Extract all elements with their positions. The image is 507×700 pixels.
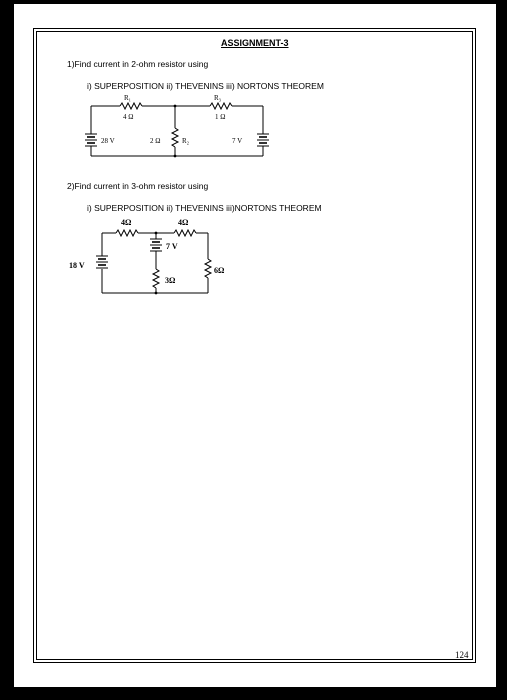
battery-18v	[96, 256, 108, 268]
page-number: 124	[455, 650, 469, 660]
battery-right	[257, 134, 269, 146]
resistor-r2	[172, 128, 178, 147]
source-7v-label: 7 V	[166, 242, 178, 251]
circuit-1-diagram	[85, 90, 285, 165]
question-2-methods: i) SUPERPOSITION ii) THEVENINS iii)NORTONS THEOREM	[87, 203, 322, 213]
circuit-2-diagram	[66, 213, 226, 299]
resistor-6ohm	[205, 259, 211, 278]
r-right-label: 6Ω	[214, 266, 225, 275]
resistor-4ohm-right	[174, 230, 196, 236]
resistor-r3	[210, 103, 232, 109]
battery-left	[85, 134, 97, 146]
question-1-methods: i) SUPERPOSITION ii) THEVENINS iii) NORTONS THEOREM	[87, 81, 324, 91]
resistor-r1	[120, 103, 142, 109]
r-middle-label: 3Ω	[165, 276, 176, 285]
r2-name-label: R₂	[182, 137, 190, 145]
r3-value-label: 1 Ω	[215, 113, 226, 121]
r3-name-label: R₃	[214, 94, 222, 102]
r-top-right-label: 4Ω	[178, 218, 189, 227]
assignment-title: ASSIGNMENT-3	[221, 38, 289, 48]
battery-7v	[150, 239, 162, 251]
source-18v-label: 18 V	[69, 261, 85, 270]
r-top-left-label: 4Ω	[121, 218, 132, 227]
r1-name-label: R₁	[124, 94, 132, 102]
question-2-prompt: 2)Find current in 3-ohm resistor using	[67, 181, 209, 191]
source-7v-label: 7 V	[232, 137, 243, 145]
r1-value-label: 4 Ω	[123, 113, 134, 121]
r2-value-label: 2 Ω	[150, 137, 161, 145]
question-1-prompt: 1)Find current in 2-ohm resistor using	[67, 59, 209, 69]
resistor-4ohm-left	[116, 230, 138, 236]
source-28v-label: 28 V	[101, 137, 115, 145]
resistor-3ohm	[153, 269, 159, 288]
